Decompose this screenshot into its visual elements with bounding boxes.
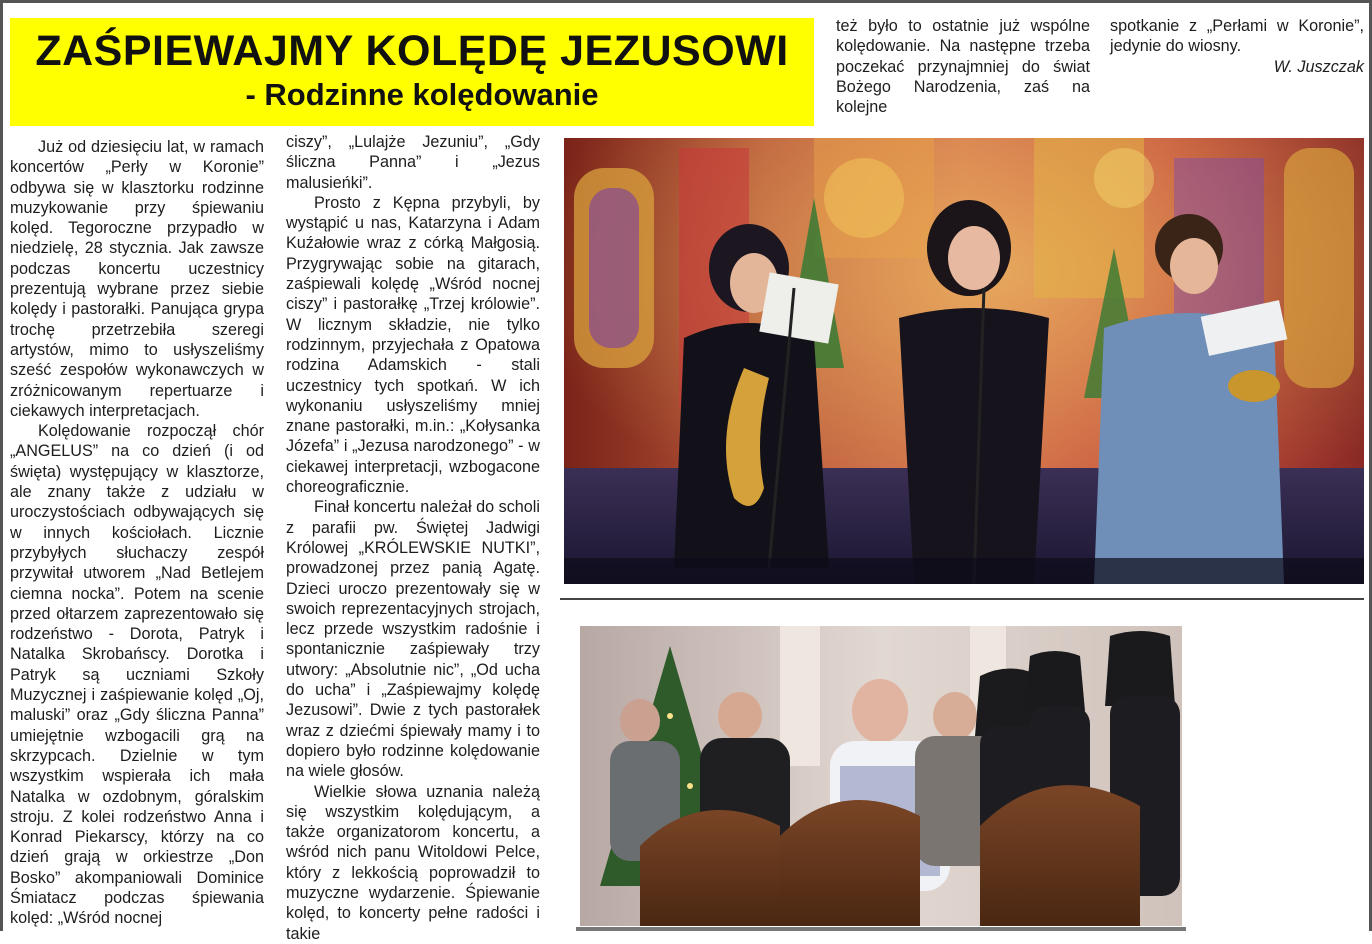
paragraph: ciszy”, „Lulajże Jezuniu”, „Gdy śliczna Panna” i „Jezus malusieńki”. xyxy=(286,133,540,192)
text-column-top-left xyxy=(836,16,1090,117)
paragraph: Prosto z Kępna przybyli, by wystąpić u nas, Katarzyna i Adam Kuźałowie wraz z córką Małgosią. Przygrywając sobie na gitarach, zaśpiewali kolędę „Wśród nocnej ciszy” i pastorałkę „Trzej królowie”. W licznym składzie, nie tylko rodzinnym, przyjechała z Opatowa rodzina Adamskich - stali uczestnicy tych spotkań. W ich wykonaniu usłyszeliśmy mniej znane pastorałki, m.in.: „Kołysanka Józefa” i „Jezusa narodzonego” - w ciekawej interpretacji, wzbogacone choreograficznie. xyxy=(286,193,540,497)
page-frame-top xyxy=(0,0,1372,3)
paragraph: spotkanie z „Perłami w Koronie”, jedynie do wiosny. xyxy=(1110,17,1364,56)
article-title: ZAŚPIEWAJMY KOLĘDĘ JEZUSOWI xyxy=(35,27,789,75)
page-frame-left xyxy=(0,0,3,931)
paragraph: Finał koncertu należał do scholi z parafii pw. Świętej Jadwigi Królowej „KRÓLEWSKIE NUTKI”, prowadzonej przez panią Agatę. Dzieci uroczo prezentowały się w swoich reprezentacyjnych strojach, lecz przede wszystkim radośnie i spontanicznie zaśpiewały trzy utwory: „Absolutnie nic”, „Od ucha do ucha” i „Zaśpiewajmy kolędę Jezusowi”. Dwie z tych pastorałek wraz z dziećmi śpiewały mamy i to dopiero było rodzinne kolędowanie na wiele głosów. xyxy=(286,498,540,781)
paragraph: Już od dziesięciu lat, w ramach koncertów „Perły w Koronie” odbywa się w klasztorku rodzinne muzykowanie przy śpiewaniu kolęd. Tegoroczne przypadło w niedzielę, 28 stycznia. Jak zawsze podczas koncertu uczestnicy prezentują wybrane przez siebie kolędy i pastorałki. Panująca grypa trochę przetrzebiła szeregi artystów, mimo to usłyszeliśmy sześć zespołów wykonawczych w zróżnicowanym repertuarze i ciekawych interpretacjach. xyxy=(10,138,264,420)
paragraph: Kolędowanie rozpoczął chór „ANGELUS” na co dzień (i od święta) występujący w klasztorze, ale znany także z udziału w uroczystościach odbywających się w innych kościołach. Licznie przybyłych słuchaczy zespół przywitał utworem „Nad Betlejem ciemna nocka”. Potem na scenie przed ołtarzem zaprezentowało się rodzeństwo - Dorota, Patryk i Natalka Skrobańscy. Dorotka i Patryk są uczniami Szkoły Muzycznej i zaśpiewanie kolęd „Oj, maluski” oraz „Gdy śliczna Panna” umiejętnie wzbogacili grą na skrzypcach. Dzielnie w tym wszystkim wspierała ich mała Natalka w ozdobnym, góralskim stroju. Z kolei rodzeństwo Anna i Konrad Piekarscy, którzy na co dzień grają w orkiestrze „Don Bosko” akompaniowali Dominice Śmiatacz podczas śpiewania kolęd: „Wśród nocnej xyxy=(10,422,264,928)
headline-box xyxy=(10,18,814,126)
text-column-top-right xyxy=(1110,16,1364,77)
paragraph: Wielkie słowa uznania należą się wszystkim kolędującym, a także organizatorom koncertu, a wśród nich panu Witoldowi Pelce, który z lekkością poprowadził to muzyczne wydarzenie. Śpiewanie kolęd, to koncerty pełne radości i takie xyxy=(286,782,540,943)
article-subtitle: - Rodzinne kolędowanie xyxy=(245,77,599,112)
section-divider xyxy=(560,598,1364,600)
text-column-2 xyxy=(286,132,540,944)
text-column-1 xyxy=(10,137,264,929)
author-signature: W. Juszczak xyxy=(1273,57,1364,76)
paragraph: też było to ostatnie już wspólne kolędowanie. Na następne trzeba poczekać przynajmniej do świat Bożego Narodzenia, zaś na kolejne xyxy=(836,17,1090,117)
photo-bottom-edge xyxy=(576,927,1186,931)
audience-photo xyxy=(580,626,1182,926)
concert-stage-photo xyxy=(564,138,1364,584)
